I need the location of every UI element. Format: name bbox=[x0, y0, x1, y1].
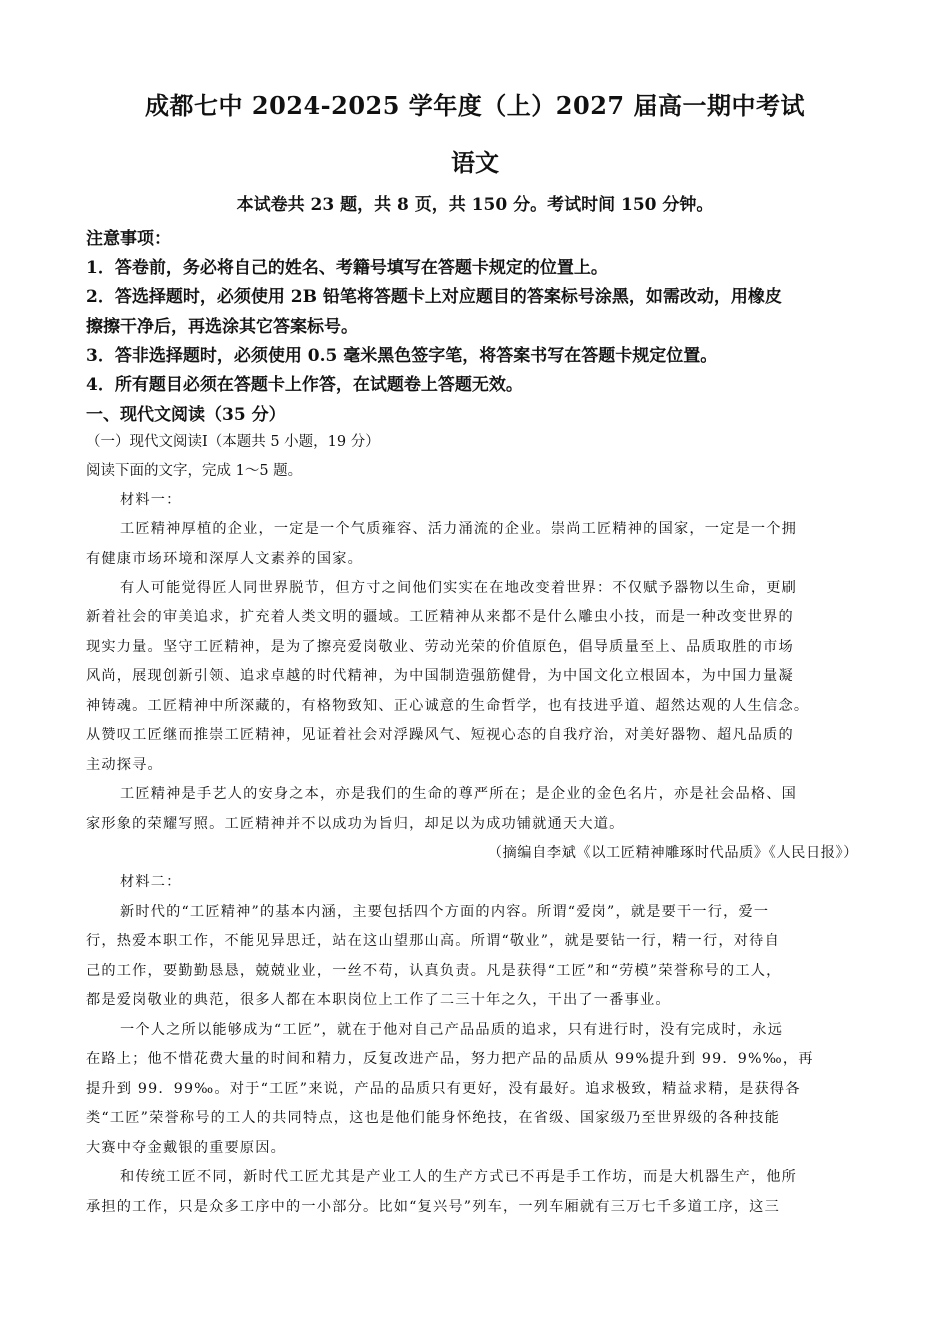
material-2-line: 在路上；他不惜花费大量的时间和精力，反复改进产品，努力把产品的品质从 99%提升到 99．9%‰，再 bbox=[86, 1051, 814, 1067]
notice-item-4: 4．所有题目必须在答题卡上作答，在试题卷上答题无效。 bbox=[86, 375, 523, 395]
material-1-line: 现实力量。坚守工匠精神，是为了擦亮爱岗敬业、劳动光荣的价值原色，倡导质量至上、品质取胜的市场 bbox=[86, 639, 794, 655]
material-1-label: 材料一： bbox=[120, 492, 182, 508]
notice-item-1: 1．答卷前，务必将自己的姓名、考籍号填写在答题卡规定的位置上。 bbox=[86, 258, 608, 278]
material-1-line: 家形象的荣耀写照。工匠精神并不以成功为旨归，却足以为成功铺就通天大道。 bbox=[86, 816, 625, 832]
material-2-line: 承担的工作，只是众多工序中的一小部分。比如“复兴号”列车，一列车厢就有三万七千多道工序，这三 bbox=[86, 1199, 780, 1215]
material-1-line: 工匠精神是手艺人的安身之本，亦是我们的生命的尊严所在；是企业的金色名片，亦是社会品格、国 bbox=[120, 786, 798, 802]
material-2-line: 和传统工匠不同，新时代工匠尤其是产业工人的生产方式已不再是手工作坊，而是大机器生产，他所 bbox=[120, 1169, 798, 1185]
reading-instruction: 阅读下面的文字，完成 1～5 题。 bbox=[86, 463, 303, 479]
notice-item-2-cont: 擦擦干净后，再选涂其它答案标号。 bbox=[86, 317, 358, 337]
exam-summary: 本试卷共 23 题，共 8 页，共 150 分。考试时间 150 分钟。 bbox=[236, 195, 714, 215]
material-2-line: 己的工作，要勤勤恳恳，兢兢业业，一丝不苟，认真负责。凡是获得“工匠”和“劳模”荣誉称号的工人， bbox=[86, 963, 782, 979]
material-1-source: （摘编自李斌《以工匠精神雕琢时代品质》《人民日报》） bbox=[487, 845, 858, 861]
material-2-line: 新时代的“工匠精神”的基本内涵，主要包括四个方面的内容。所谓“爱岗”，就是要干一行，爱一 bbox=[120, 904, 770, 920]
material-2-line: 大赛中夺金戴银的重要原因。 bbox=[86, 1140, 287, 1156]
material-1-line: 有人可能觉得匠人同世界脱节，但方寸之间他们实实在在地改变着世界：不仅赋予器物以生命，更刷 bbox=[120, 580, 798, 596]
material-1-line: 从赞叹工匠继而推崇工匠精神，见证着社会对浮躁风气、短视心态的自我疗治，对美好器物、超凡品质的 bbox=[86, 727, 794, 743]
notice-item-3: 3．答非选择题时，必须使用 0.5 毫米黑色签字笔，将答案书写在答题卡规定位置。 bbox=[86, 346, 718, 366]
material-2-line: 行，热爱本职工作，不能见异思迁，站在这山望那山高。所谓“敬业”，就是要钻一行，精一行，对待自 bbox=[86, 933, 780, 949]
material-2-label: 材料二： bbox=[120, 874, 182, 890]
material-1-line: 神铸魂。工匠精神中所深藏的，有格物致知、正心诚意的生命哲学，也有技进乎道、超然达观的人生信念。 bbox=[86, 698, 810, 714]
material-2-line: 一个人之所以能够成为“工匠”，就在于他对自己产品品质的追求，只有进行时，没有完成时，永远 bbox=[120, 1022, 784, 1038]
sub-section-heading: （一）现代文阅读Ⅰ（本题共 5 小题，19 分） bbox=[86, 434, 380, 450]
material-2-line: 都是爱岗敬业的典范，很多人都在本职岗位上工作了二三十年之久，干出了一番事业。 bbox=[86, 992, 671, 1008]
material-2-line: 类“工匠”荣誉称号的工人的共同特点，这也是他们能身怀绝技，在省级、国家级乃至世界级的各种技能 bbox=[86, 1110, 780, 1126]
material-1-line: 有健康市场环境和深厚人文素养的国家。 bbox=[86, 551, 363, 567]
notice-heading: 注意事项： bbox=[86, 229, 171, 249]
subject-title: 语文 bbox=[451, 148, 499, 177]
material-1-line: 新着社会的审美追求，扩充着人类文明的疆域。工匠精神从来都不是什么雕虫小技，而是一种改变世界的 bbox=[86, 609, 794, 625]
exam-title: 成都七中 2024-2025 学年度（上）2027 届高一期中考试 bbox=[145, 91, 805, 120]
material-1-line: 工匠精神厚植的企业，一定是一个气质雍容、活力涌流的企业。崇尚工匠精神的国家，一定是一个拥 bbox=[120, 521, 798, 537]
material-2-line: 提升到 99．99‰。对于“工匠”来说，产品的品质只有更好，没有最好。追求极致，精益求精，是获得各 bbox=[86, 1081, 801, 1097]
section-heading: 一、现代文阅读（35 分） bbox=[86, 405, 286, 425]
material-1-line: 主动探寻。 bbox=[86, 757, 163, 773]
material-1-line: 风尚，展现创新引领、追求卓越的时代精神，为中国制造强筋健骨，为中国文化立根固本，为中国力量凝 bbox=[86, 668, 794, 684]
notice-item-2: 2．答选择题时，必须使用 2B 铅笔将答题卡上对应题目的答案标号涂黑，如需改动，用橡皮 bbox=[86, 287, 782, 307]
